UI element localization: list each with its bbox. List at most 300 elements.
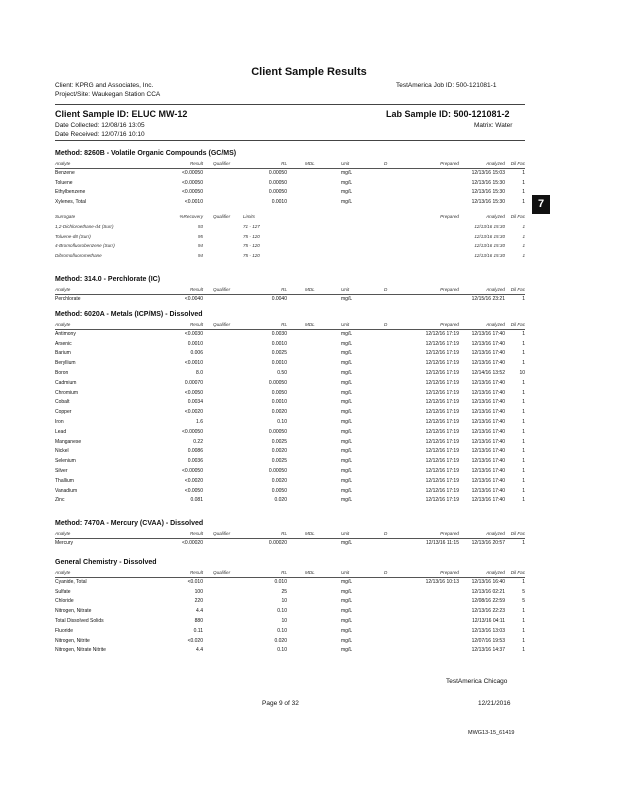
analyte-name: Chloride [55,598,74,605]
analyte-name: Arsenic [55,340,72,347]
method-title: Method: 6020A - Metals (ICP/MS) - Dissolved [55,311,203,318]
unit-value: mg/L [341,608,353,615]
rl-value: 0.00050 [268,179,287,186]
prepared-date: 12/12/16 17:19 [425,379,459,386]
col-analyte: Analyte [55,531,71,536]
unit-value: mg/L [341,330,353,337]
rl-value: 0.00050 [268,189,287,196]
col-d: D [384,287,388,292]
rl-value: 0.0040 [271,295,287,302]
dilution-factor: 1 [522,243,525,249]
analyzed-date: 12/13/16 22:23 [471,608,505,615]
col-prepared: Prepared [440,287,459,292]
analyzed-date: 12/13/16 14:37 [471,647,505,654]
analyzed-date: 12/08/16 22:59 [471,598,505,605]
unit-value: mg/L [341,438,353,445]
prepared-date: 12/12/16 17:19 [425,419,459,425]
analyzed-date: 12/13/16 20:57 [471,539,505,546]
analyzed-date: 12/15/16 23:21 [471,295,505,302]
analyte-name: Antimony [55,330,76,337]
table-row [55,646,525,655]
analyzed-date: 12/13/16 17:40 [471,487,505,494]
col-result: Result [189,287,203,292]
prepared-date: 12/12/16 17:19 [425,438,459,445]
col-d: D [384,570,388,575]
unit-value: mg/L [341,578,353,585]
dilution-factor: 1 [522,428,525,435]
rl-value: 0.00050 [268,468,287,474]
prepared-date: 12/12/16 17:19 [425,497,459,504]
unit-value: mg/L [341,448,353,455]
table-row [55,408,525,417]
analyzed-date: 12/13/16 17:40 [471,458,505,465]
table-row [55,467,525,476]
unit-value: mg/L [341,637,353,644]
analyzed-date: 12/13/16 13:03 [471,627,505,634]
col-unit: Unit [341,287,350,292]
rl-value: 0.0010 [271,399,287,406]
analyzed-date: 12/13/16 15:30 [471,179,505,186]
table-row [55,188,525,197]
report-date: 12/21/2016 [478,700,511,707]
analyte-name: Copper [55,409,72,416]
recovery-value: 93 [197,223,203,229]
analyzed-date: 12/07/16 19:53 [471,637,505,644]
dilution-factor: 1 [522,578,525,585]
rl-value: 0.10 [277,608,287,615]
table-row [55,359,525,368]
unit-value: mg/L [341,360,353,367]
table-row [55,607,525,616]
table-header-row [55,529,525,538]
dilution-factor: 1 [522,487,525,494]
result-value: <0.0010 [184,360,203,367]
dilution-factor: 1 [522,409,525,416]
date-received: Date Received: 12/07/16 10:10 [55,131,145,138]
client-name: Client: KPRG and Associates, Inc. [55,82,154,89]
unit-value: mg/L [341,647,353,654]
unit-value: mg/L [341,497,353,504]
dilution-factor: 1 [522,448,525,455]
analyzed-date: 12/13/16 15:30 [474,223,505,229]
result-value: 0.22 [193,438,203,445]
dilution-factor: 1 [522,477,525,484]
analyte-name: Mercury [55,539,74,546]
analyzed-date: 12/13/16 17:40 [471,477,505,484]
dilution-factor: 1 [522,350,525,357]
dilution-factor: 10 [519,370,525,376]
table-row [55,169,525,178]
unit-value: mg/L [341,370,353,376]
surrogate-name: 1,2-Dichloroethane-d4 (Surr) [55,223,114,229]
analyte-name: Barium [55,350,71,357]
result-value: <0.00050 [182,179,203,186]
rl-value: 0.020 [274,497,287,504]
col-dilfac: Dil Fac [510,161,525,166]
analyzed-date: 12/13/16 17:40 [471,399,505,406]
table-row [55,457,525,466]
table-row [55,398,525,407]
rl-value: 10 [281,618,287,624]
col-surrogate: Surrogate [55,214,76,219]
table-row [55,340,525,349]
recovery-value: 95 [197,233,203,239]
col-qualifier: Qualifier [213,570,231,575]
prepared-date: 12/12/16 17:19 [425,389,459,396]
result-value: 1.6 [196,419,203,425]
result-value: 0.11 [193,627,203,634]
dilution-factor: 1 [522,295,525,302]
rl-value: 0.0010 [271,340,287,347]
col-qualifier: Qualifier [213,287,231,292]
unit-value: mg/L [341,340,353,347]
result-value: 880 [194,618,203,624]
surrogate-row [55,251,525,260]
table-row [55,369,525,378]
client-sample-id: Client Sample ID: ELUC MW-12 [55,109,188,119]
table-row [55,539,525,548]
dilution-factor: 1 [522,438,525,445]
analyte-name: Zinc [55,497,65,504]
rl-value: 10 [281,598,287,605]
surrogate-name: 4-Bromofluorobenzene (Surr) [55,243,115,249]
col-mdl: MDL [305,531,315,536]
analyzed-date: 12/13/16 15:30 [471,189,505,196]
section-tab-marker: 7 [532,195,550,214]
result-value: 0.00070 [184,379,203,386]
col-limits: Limits [243,214,255,219]
col-qualifier: Qualifier [213,322,231,327]
analyte-name: Nitrogen, Nitrite [55,637,90,644]
analyte-name: Iron [55,419,64,425]
table-row [55,578,525,587]
result-value: <0.0040 [184,295,203,302]
unit-value: mg/L [341,588,353,595]
recovery-value: 94 [197,253,203,259]
col-analyzed: Analyzed [486,161,505,166]
table-row [55,349,525,358]
surrogate-row [55,222,525,231]
table-row [55,447,525,456]
col-unit: Unit [341,322,350,327]
dilution-factor: 1 [522,360,525,367]
analyzed-date: 12/13/16 15:30 [474,243,505,249]
result-value: <0.010 [187,578,203,585]
dilution-factor: 1 [522,637,525,644]
prepared-date: 12/12/16 17:19 [425,330,459,337]
col-dilfac: Dil Fac [510,322,525,327]
unit-value: mg/L [341,627,353,634]
result-value: 0.006 [190,350,203,357]
analyzed-date: 12/13/16 17:40 [471,497,505,504]
header-divider [55,104,525,105]
analyte-name: Toluene [55,179,73,186]
prepared-date: 12/12/16 17:19 [425,458,459,465]
col-prepared: Prepared [440,161,459,166]
col-prepared: Prepared [440,322,459,327]
sample-divider [55,140,525,141]
analyzed-date: 12/13/16 04:11 [472,618,505,624]
table-row [55,617,525,626]
analyte-name: Total Dissolved Solids [55,618,104,624]
analyte-name: Boron [55,370,69,376]
rl-value: 25 [281,588,287,595]
prepared-date: 12/12/16 17:19 [425,487,459,494]
dilution-factor: 1 [522,539,525,546]
job-id: TestAmerica Job ID: 500-121081-1 [396,82,497,89]
result-value: <0.0050 [184,389,203,396]
unit-value: mg/L [341,169,353,176]
col-rl: RL [281,322,287,327]
result-value: 0.0036 [187,458,203,465]
analyzed-date: 12/13/16 17:40 [471,419,505,425]
analyzed-date: 12/13/16 15:30 [474,253,505,259]
col-analyzed: Analyzed [486,287,505,292]
rl-value: 0.00050 [268,379,287,386]
result-value: 4.4 [196,647,203,654]
unit-value: mg/L [341,179,353,186]
col-qualifier: Qualifier [213,161,231,166]
rl-value: 0.00050 [268,169,287,176]
rl-value: 0.50 [277,370,287,376]
result-value: 220 [194,598,203,605]
col-result: Result [189,161,203,166]
analyte-name: Manganese [55,438,82,445]
dilution-factor: 1 [522,458,525,465]
unit-value: mg/L [341,487,353,494]
method-title: Method: 314.0 - Perchlorate (IC) [55,276,161,283]
table-row [55,597,525,606]
prepared-date: 12/12/16 17:19 [425,477,459,484]
col-d: D [384,322,388,327]
prepared-date: 12/12/16 17:19 [425,409,459,416]
col-analyzed: Analyzed [486,570,505,575]
analyzed-date: 12/13/16 17:40 [471,428,505,435]
col-analyte: Analyte [55,570,71,575]
table-row [55,627,525,636]
unit-value: mg/L [341,350,353,357]
result-value: <0.00050 [182,189,203,196]
analyzed-date: 12/13/16 02:21 [471,588,505,595]
rl-value: 0.0010 [271,360,287,367]
table-row [55,487,525,496]
dilution-factor: 1 [522,497,525,504]
col-d: D [384,531,388,536]
col-qualifier: Qualifier [213,214,231,219]
limits-value: 75 - 120 [243,253,260,259]
page-title: Client Sample Results [251,66,367,78]
table-row [55,330,525,339]
prepared-date: 12/12/16 17:19 [425,370,459,376]
table-row [55,637,525,646]
unit-value: mg/L [341,379,353,386]
col-mdl: MDL [305,161,315,166]
page-number: Page 9 of 32 [262,700,299,707]
result-value: <0.00050 [182,428,203,435]
matrix: Matrix: Water [474,122,513,129]
analyzed-date: 12/13/16 16:40 [471,578,505,585]
analyzed-date: 12/13/16 17:40 [471,350,505,357]
unit-value: mg/L [341,295,353,302]
result-value: 0.0010 [187,340,203,347]
table-row [55,389,525,398]
limits-value: 75 - 120 [243,243,260,249]
analyzed-date: 12/13/16 17:40 [471,438,505,445]
dilution-factor: 1 [522,330,525,337]
result-value: <0.0050 [184,487,203,494]
analyzed-date: 12/13/16 15:30 [471,199,505,206]
prepared-date: 12/13/16 10:13 [425,578,459,585]
table-row [55,588,525,597]
result-value: <0.00020 [182,539,203,546]
unit-value: mg/L [341,618,353,624]
prepared-date: 12/12/16 17:19 [425,468,459,474]
table-header-row [55,159,525,168]
analyte-name: Vanadium [55,487,78,494]
analyte-name: Silver [55,468,68,474]
unit-value: mg/L [341,189,353,196]
dilution-factor: 1 [522,179,525,186]
result-value: <0.0020 [184,477,203,484]
result-value: <0.00050 [182,468,203,474]
col-mdl: MDL [305,287,315,292]
rl-value: 0.0025 [271,458,287,465]
analyte-name: Nitrogen, Nitrate [55,608,92,615]
col-d: D [384,161,388,166]
table-row [55,295,525,304]
prepared-date: 12/12/16 17:19 [425,340,459,347]
table-row [55,438,525,447]
limits-value: 71 - 127 [243,223,260,229]
method-title: Method: 8260B - Volatile Organic Compounds (GC/MS) [55,150,237,157]
dilution-factor: 1 [522,399,525,406]
rl-value: 0.0050 [271,487,287,494]
surrogate-row [55,232,525,241]
result-value: 0.0086 [187,448,203,455]
dilution-factor: 1 [522,379,525,386]
analyzed-date: 12/13/16 17:40 [471,448,505,455]
col-rl: RL [281,287,287,292]
date-collected: Date Collected: 12/08/16 13:05 [55,122,145,129]
prepared-date: 12/12/16 17:19 [425,399,459,406]
rl-value: 0.00050 [268,428,287,435]
col-dilfac: Dil Fac [510,287,525,292]
unit-value: mg/L [341,409,353,416]
analyzed-date: 12/13/16 17:40 [471,340,505,347]
result-value: <0.0030 [184,330,203,337]
unit-value: mg/L [341,598,353,605]
prepared-date: 12/12/16 17:19 [425,428,459,435]
table-row [55,428,525,437]
col-analyte: Analyte [55,161,71,166]
analyte-name: Sulfate [55,588,71,595]
unit-value: mg/L [341,199,353,206]
dilution-factor: 5 [522,598,525,605]
col-analyzed: Analyzed [486,322,505,327]
result-value: 4.4 [196,608,203,615]
project-site: Project/Site: Waukegan Station CCA [55,91,161,98]
dilution-factor: 1 [522,627,525,634]
dilution-factor: 1 [522,233,525,239]
unit-value: mg/L [341,458,353,465]
table-row [55,418,525,427]
col-analyzed: Analyzed [486,214,505,219]
analyte-name: Lead [55,428,67,435]
unit-value: mg/L [341,477,353,484]
col-qualifier: Qualifier [213,531,231,536]
analyzed-date: 12/13/16 17:40 [471,360,505,367]
rl-value: 0.0020 [271,477,287,484]
analyte-name: Nickel [55,448,69,455]
analyte-name: Selenium [55,458,76,465]
unit-value: mg/L [341,399,353,406]
analyte-name: Benzene [55,169,75,176]
result-value: <0.0010 [184,199,203,206]
analyte-name: Ethylbenzene [55,189,86,196]
col-analyte: Analyte [55,322,71,327]
col-analyte: Analyte [55,287,71,292]
col-result: Result [189,322,203,327]
col-unit: Unit [341,161,350,166]
col-analyzed: Analyzed [486,531,505,536]
result-value: 0.0034 [187,399,203,406]
col-prepared: Prepared [440,214,459,219]
analyte-name: Fluoride [55,627,74,634]
result-value: <0.0020 [184,409,203,416]
result-value: <0.00050 [182,169,203,176]
col-mdl: MDL [305,570,315,575]
limits-value: 75 - 120 [243,233,260,239]
analyte-name: Cobalt [55,399,70,406]
table-header-row [55,285,525,294]
surrogate-header-row [55,212,525,221]
rl-value: 0.0010 [271,199,287,206]
prepared-date: 12/12/16 17:19 [425,448,459,455]
analyte-name: Thallium [55,477,74,484]
col-rl: RL [281,531,287,536]
analyte-name: Perchlorate [55,295,81,302]
dilution-factor: 1 [522,340,525,347]
prepared-date: 12/13/16 11:15 [426,539,459,546]
method-title: Method: 7470A - Mercury (CVAA) - Dissolved [55,520,204,527]
dilution-factor: 1 [522,647,525,654]
rl-value: 0.00020 [268,539,287,546]
analyzed-date: 12/13/16 17:40 [471,379,505,386]
analyte-name: Nitrogen, Nitrate Nitrite [55,647,106,654]
dilution-factor: 1 [522,189,525,196]
dilution-factor: 5 [522,588,525,595]
result-value: 0.081 [190,497,203,504]
rl-value: 0.10 [277,647,287,654]
col-rl: RL [281,161,287,166]
surrogate-row [55,241,525,250]
analyte-name: Beryllium [55,360,76,367]
rl-value: 0.10 [277,627,287,634]
unit-value: mg/L [341,428,353,435]
dilution-factor: 1 [522,169,525,176]
analyte-name: Chromium [55,389,79,396]
rl-value: 0.10 [277,419,287,425]
table-row [55,179,525,188]
analyzed-date: 12/13/16 15:30 [474,233,505,239]
unit-value: mg/L [341,468,353,474]
analyte-name: Cadmium [55,379,77,386]
lab-sample-id: Lab Sample ID: 500-121081-2 [386,109,510,119]
dilution-factor: 1 [522,618,525,624]
result-value: <0.020 [187,637,203,644]
col-prepared: Prepared [440,531,459,536]
col-rl: RL [281,570,287,575]
